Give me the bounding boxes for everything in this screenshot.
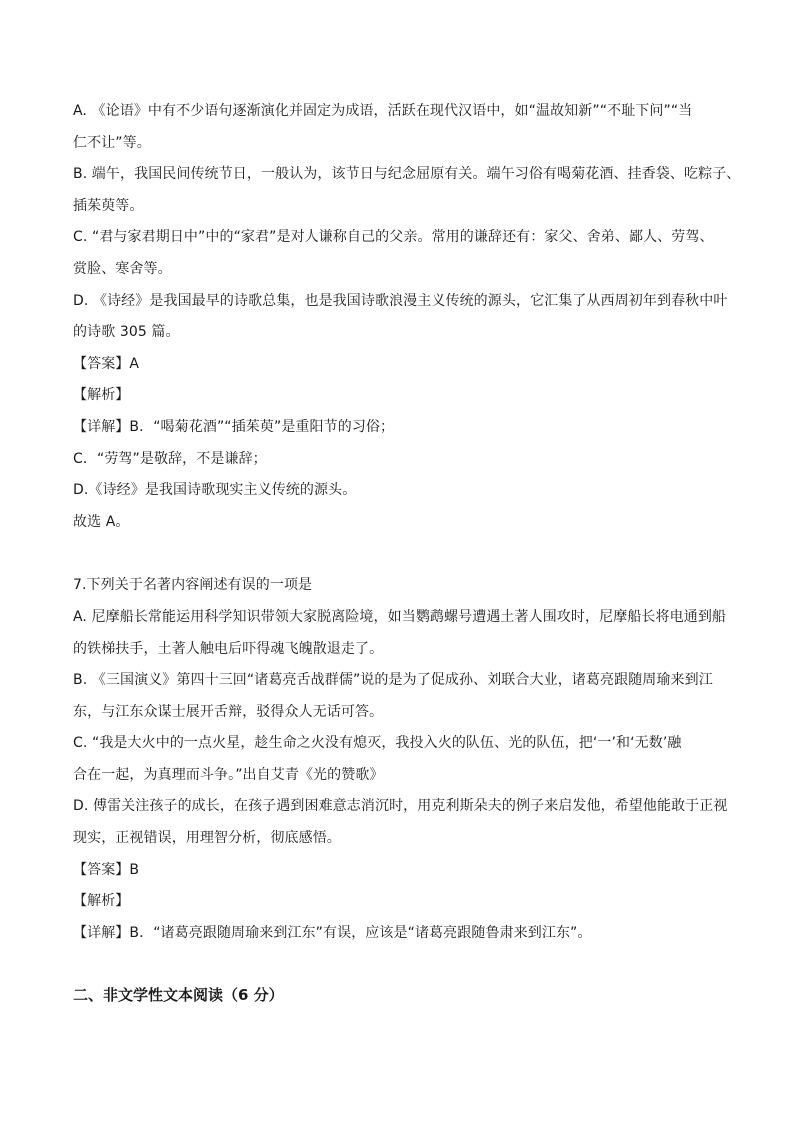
text-line: C．“劳驾”是敬辞，不是谦辞； (73, 450, 267, 467)
text-line: D.《诗经》是我国诗歌现实主义传统的源头。 (73, 482, 357, 499)
text-line: 7.下列关于名著内容阐述有误的一项是 (73, 577, 313, 594)
text-line: C. “我是大火中的一点火星，趁生命之火没有熄灭，我投入火的队伍、光的队伍，把‘一’和‘无数’融 (73, 735, 682, 752)
text-line: 的诗歌 305 篇。 (73, 324, 180, 341)
text-line: A. 尼摩船长常能运用科学知识带领大家脱离险境，如当鹦鹉螺号遭遇土著人围攻时，尼摩船长将电通到船 (73, 608, 727, 625)
text-line: 东，与江东众谋士展开舌辩，驳得众人无话可答。 (73, 703, 384, 720)
text-line: 【解析】 (73, 387, 130, 404)
text-line: B. 《三国演义》第四十三回“诸葛亮舌战群儒”说的是为了促成孙、刘联合大业，诸葛亮跟随周瑜来到江 (73, 672, 713, 689)
text-line: 故选 A。 (73, 513, 130, 530)
document-page (73, 96, 741, 1011)
text-line: 合在一起，为真理而斗争。”出自艾青《光的赞歌》 (73, 766, 384, 783)
text-line: D. 《诗经》是我国最早的诗歌总集，也是我国诗歌浪漫主义传统的源头，它汇集了从西周初年到春秋中叶 (73, 292, 728, 309)
text-line: C. “君与家君期日中”中的“家君”是对人谦称自己的父亲。常用的谦辞还有：家父、舍弟、鄙人、劳驾、 (73, 229, 714, 246)
text-line: 赏脸、寒舍等。 (73, 260, 172, 277)
text-line: 【详解】B．“诸葛亮跟随周瑜来到江东”有误，应该是“诸葛亮跟随鲁肃来到江东”。 (73, 924, 592, 941)
text-line: 的铁梯扶手，土著人触电后吓得魂飞魄散退走了。 (73, 640, 384, 657)
text-line: 【详解】B．“喝菊花酒”“插茱萸”是重阳节的习俗； (73, 418, 395, 435)
question-7 (73, 570, 728, 949)
spacer (73, 538, 723, 570)
text-line: 仁不让”等。 (73, 134, 151, 151)
text-line: 【答案】A (73, 355, 140, 372)
spacer (73, 949, 723, 979)
text-line: A. 《论语》中有不少语句逐渐演化并固定为成语，活跃在现代汉语中，如“温故知新”“不耻下问”“当 (73, 103, 693, 119)
text-line: 现实，正视错误，用理智分析，彻底感悟。 (73, 830, 341, 847)
text-line: D. 傅雷关注孩子的成长，在孩子遇到困难意志消沉时，用克利斯朵夫的例子来启发他，希望他能敢于正视 (73, 798, 728, 815)
text-line: 插茱萸等。 (73, 197, 144, 214)
text-line: 【解析】 (73, 893, 130, 910)
text-line: B. 端午，我国民间传统节日，一般认为，该节日与纪念屈原有关。端午习俗有喝菊花酒、挂香袋、吃粽子、 (73, 166, 741, 183)
text-line: 【答案】B (73, 861, 140, 878)
section-title: 二、非文学性文本阅读（6 分） (73, 986, 284, 1005)
question-6-options-and-answer (73, 96, 741, 538)
